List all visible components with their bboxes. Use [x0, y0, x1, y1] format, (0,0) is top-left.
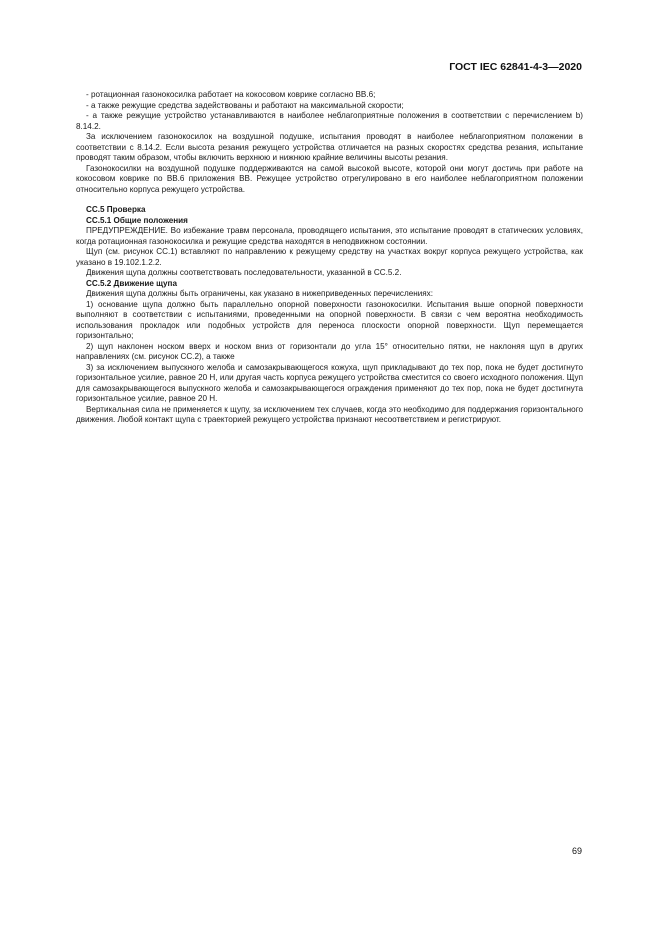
- section-heading: СС.5 Проверка: [86, 205, 146, 214]
- subsection-heading: СС.5.1 Общие положения: [86, 215, 188, 225]
- paragraph: Газонокосилки на воздушной подушке поддерживаются на самой высокой высоте, которой они могут достичь при работе на кокосовом коврике по ВВ.6 приложения ВВ. Режущее устройство отрегулировано в его наиболее неблагоприятном положении относительно корпуса режущего устройства.: [76, 163, 583, 194]
- paragraph: За исключением газонокосилок на воздушной подушке, испытания проводят в наиболее неблагоприятном положении в соответствии с 8.14.2. Если высота резания режущего устройства отличается на разных скоростях средства резания, испытание проводят таким образом, чтобы включить верхнюю и нижнюю крайние величины высоты резания.: [76, 132, 583, 162]
- paragraph: Щуп (см. рисунок СС.1) вставляют по направлению к режущему средству на участках вокруг корпуса режущего устройства, как указано в 19.102.1.2.2.: [76, 247, 583, 267]
- paragraph: Движения щупа должны соответствовать последовательности, указанной в СС.5.2.: [86, 268, 402, 277]
- list-item: - а также режущие средства задействованы и работают на максимальной скорости;: [86, 100, 404, 110]
- subsection-heading: СС.5.2 Движение щупа: [86, 278, 177, 288]
- paragraph: Вертикальная сила не применяется к щупу, за исключением тех случаев, когда это необходимо для поддержания горизонтального движения. Любой контакт щупа с траекторией режущего устройства признают несоответствием и регистрируют.: [76, 404, 583, 424]
- page-number: 69: [571, 846, 582, 856]
- list-item: 2) щуп наклонен носком вверх и носком вниз от горизонтали до угла 15° относительно пятки, не наклоняя щуп в других направлениях (см. рисунок СС.2), а также: [76, 341, 583, 361]
- document-body: [76, 90, 583, 426]
- warning-paragraph: ПРЕДУПРЕЖДЕНИЕ. Во избежание травм персонала, проводящего испытания, это испытание проводят в статических условиях, когда ротационная газонокосилка и режущие средства находятся в неподвижном состоянии.: [76, 226, 583, 246]
- list-item: - а также режущие устройство устанавливаются в наиболее неблагоприятные положения в соответствии с перечислением b) 8.14.2.: [76, 111, 583, 131]
- list-item: 1) основание щупа должно быть параллельно опорной поверхности газонокосилки. Испытания выше опорной поверхности выполняют в соответствии с испытаниями, проведенными на опорной поверхности. В связи с чем вероятна необходимость использования прокладок или подобных устройств для переноса плоскости опорной поверхности. Щуп перемещается горизонтально;: [76, 299, 583, 340]
- standard-header: ГОСТ IEC 62841-4-3—2020: [449, 61, 582, 73]
- paragraph: Движения щупа должны быть ограничены, как указано в нижеприведенных перечислениях:: [86, 289, 433, 298]
- list-item: - ротационная газонокосилка работает на кокосовом коврике согласно ВВ.6;: [86, 90, 376, 99]
- list-item: 3) за исключением выпускного желоба и самозакрывающегося кожуха, щуп прикладывают до тех пор, пока не будет достигнуто горизонтальное усилие, равное 20 Н, или другая часть корпуса режущего устройства сместится со своего исходного положения. Щуп для самозакрывающегося выпускного желоба и самозакрывающегося ограждения применяют до тех пор, пока не будет достигнута горизонтальное усилие, равное 20 Н.: [76, 362, 583, 403]
